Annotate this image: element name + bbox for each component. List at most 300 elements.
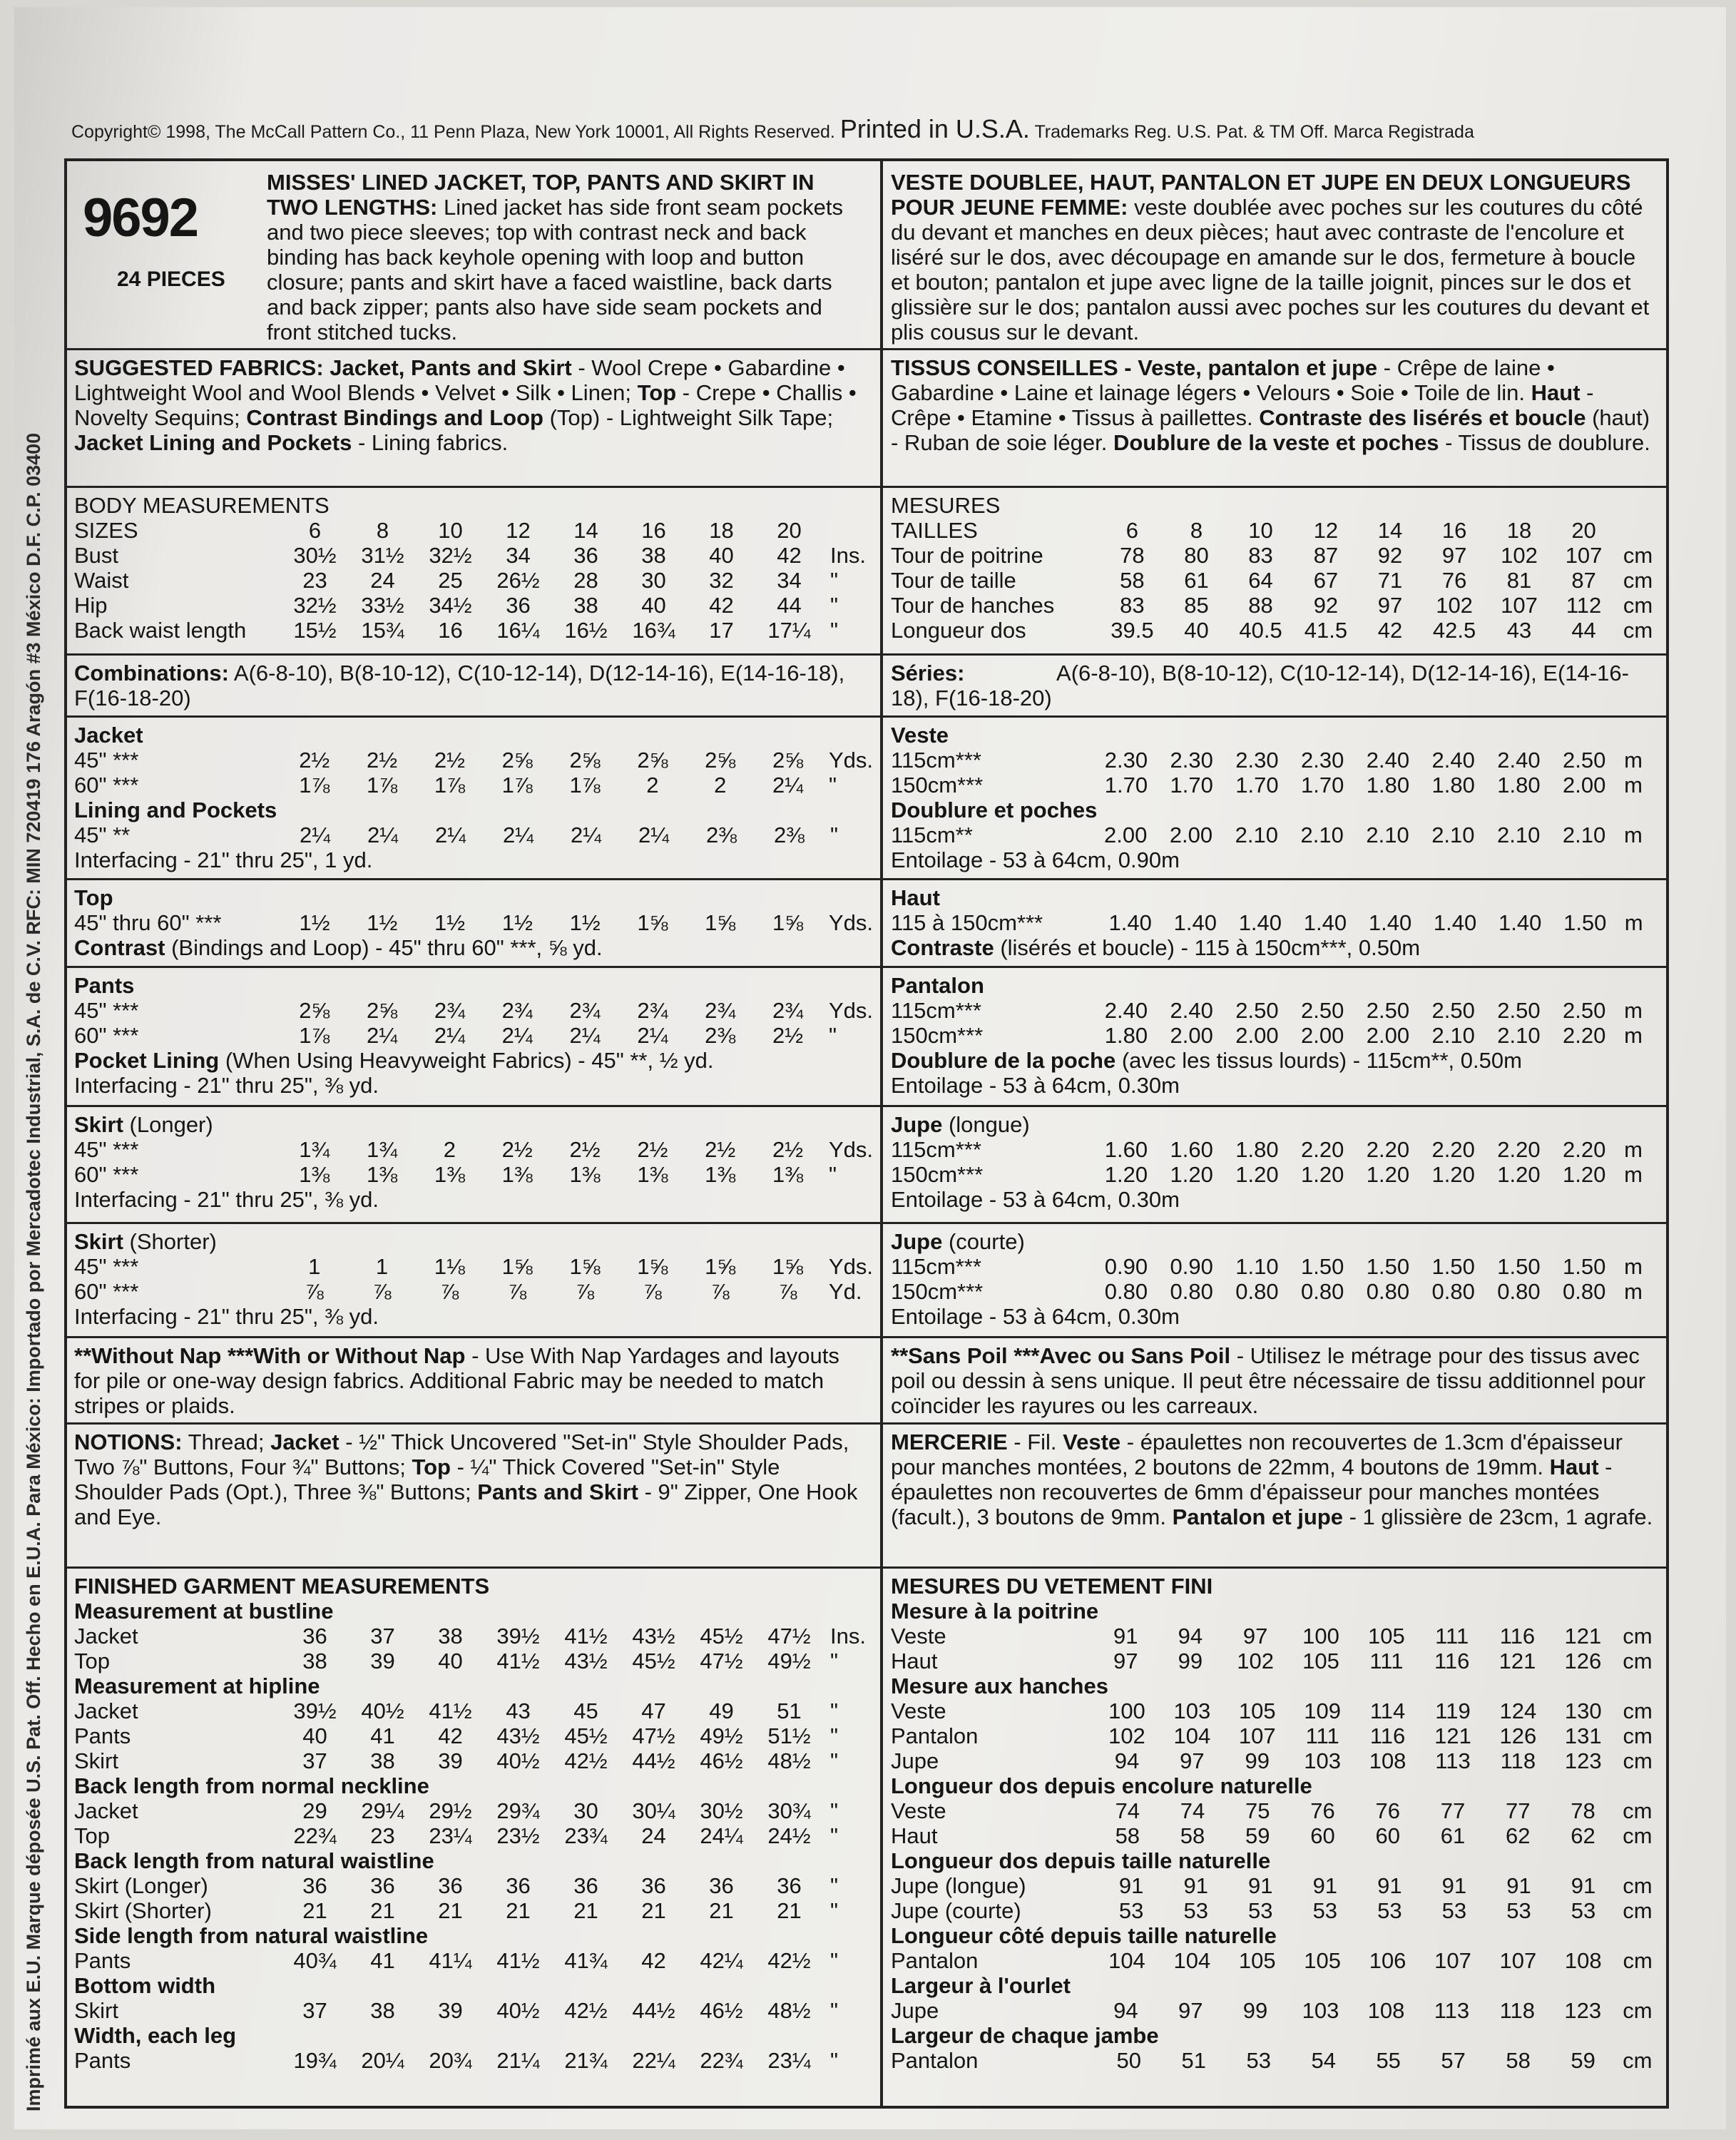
value-cell: 15¾ (361, 618, 404, 643)
unit-cell: cm (1623, 1898, 1653, 1923)
value-cell: 97 (1113, 1649, 1138, 1673)
row-label: Haut (891, 1649, 938, 1673)
value-cell: 21 (438, 1898, 463, 1923)
unit-cell: " (830, 1748, 839, 1773)
value-cell: 1.20 (1235, 1162, 1279, 1187)
value-cell: 23 (370, 1823, 395, 1848)
value-cell: 2.10 (1497, 1023, 1541, 1048)
jacket-interfacing: Interfacing - 21" thru 25", 1 yd. (74, 847, 373, 872)
value-cell: 17¼ (767, 618, 811, 643)
value-cell: 1⅞ (299, 773, 330, 798)
value-cell: 20¼ (361, 2048, 404, 2073)
value-cell: 0.90 (1104, 1254, 1148, 1279)
unit-cell: m (1624, 1254, 1643, 1279)
value-cell: 1½ (434, 910, 466, 935)
row-label: Jacket (74, 1798, 138, 1823)
value-cell: 2½ (434, 748, 465, 773)
value-cell: 16 (1441, 518, 1467, 543)
notions-text-fr: - Fil. (1007, 1430, 1063, 1454)
value-cell: 100 (1302, 1624, 1339, 1649)
value-cell: 36 (573, 543, 598, 568)
value-cell: 2.10 (1562, 822, 1606, 847)
unit-cell: " (830, 1873, 839, 1898)
value-cell: 1.50 (1563, 910, 1607, 935)
unit-cell: m (1624, 773, 1643, 798)
value-cell: 38 (641, 543, 666, 568)
value-cell: 2¾ (705, 998, 736, 1023)
pants-pocket-text: (When Using Heavyweight Fabrics) - 45" **, ½ yd. (219, 1048, 714, 1073)
value-cell: 2.10 (1300, 822, 1344, 847)
value-cell: 1.80 (1235, 1137, 1279, 1162)
value-cell: 76 (1310, 1798, 1335, 1823)
value-cell: 67 (1313, 568, 1339, 593)
value-cell: 74 (1115, 1798, 1140, 1823)
value-cell: 32½ (429, 543, 472, 568)
combinations-label-fr: Séries: (891, 661, 965, 686)
row-label: Back waist length (74, 618, 247, 643)
finished-groups-french (891, 1599, 1665, 2073)
trademark-text: Trademarks Reg. U.S. Pat. & TM Off. Marca Registrada (1034, 122, 1474, 142)
value-cell: ⅞ (440, 1279, 459, 1304)
unit-cell (823, 518, 873, 543)
value-cell: 116 (1369, 1723, 1406, 1748)
value-cell: 64 (1248, 568, 1273, 593)
value-cell: 99 (1245, 1748, 1270, 1773)
value-cell: 2½ (299, 748, 330, 773)
table-row (74, 1279, 873, 1304)
unit-cell: cm (1623, 1798, 1653, 1823)
value-cell: 58 (1115, 1823, 1140, 1848)
row-label: Pants (74, 1723, 131, 1748)
unit-cell: cm (1623, 618, 1653, 643)
value-cell: 36 (302, 1624, 327, 1649)
value-cell: 42 (709, 593, 734, 618)
skirt-longer-table-fr (891, 1137, 1665, 1187)
value-cell: 34 (506, 543, 531, 568)
value-cell: 116 (1499, 1624, 1536, 1649)
table-row (74, 1798, 873, 1823)
top-contrast-label: Contrast (74, 935, 165, 960)
value-cell: 91 (1118, 1873, 1144, 1898)
notions-veste-fr: Veste (1063, 1430, 1121, 1454)
value-cell: 53 (1312, 1898, 1338, 1923)
value-cell: 42½ (767, 1948, 811, 1973)
value-cell: 39.5 (1110, 618, 1154, 643)
value-cell: 105 (1302, 1649, 1339, 1673)
value-cell: 24½ (767, 1823, 811, 1848)
value-cell: 123 (1564, 1998, 1602, 2023)
value-cell: 2¼ (434, 1023, 465, 1048)
unit-cell: Yds. (828, 748, 873, 773)
value-cell: 2.50 (1366, 998, 1410, 1023)
value-cell: 118 (1500, 1748, 1536, 1773)
value-cell: 106 (1369, 1948, 1406, 1973)
fabrics-lining-text: - Lining fabrics. (352, 430, 509, 455)
value-cell: 1⅜ (637, 1162, 668, 1187)
value-cell: 0.80 (1170, 1279, 1213, 1304)
table-row (891, 748, 1665, 773)
value-cell: 1.80 (1431, 773, 1475, 798)
row-label: 150cm*** (891, 1023, 984, 1048)
notions-pants-fr: Pantalon et jupe (1172, 1504, 1343, 1529)
value-cell: 2.20 (1431, 1137, 1475, 1162)
value-cell: 130 (1564, 1698, 1602, 1723)
nap-text: - Use With Nap Yardages and layouts for pile or one-way design fabrics. Additional Fabric may be needed to match stripes or plaids. (74, 1343, 839, 1418)
unit-cell: Yds. (828, 910, 873, 935)
value-cell: 47½ (767, 1624, 811, 1649)
value-cell: 44 (1571, 618, 1596, 643)
value-cell: 2¾ (501, 998, 533, 1023)
value-cell: ⅞ (576, 1279, 594, 1304)
value-cell: 2.10 (1497, 822, 1541, 847)
value-cell: 1.50 (1301, 1254, 1344, 1279)
value-cell: 2.00 (1170, 1023, 1213, 1048)
table-row (891, 1723, 1665, 1748)
jacket-title: Jacket (74, 723, 143, 748)
value-cell: 2¼ (638, 822, 670, 847)
value-cell: 37 (302, 1748, 327, 1773)
unit-cell: " (830, 568, 839, 593)
value-cell: 91 (1441, 1873, 1467, 1898)
value-cell: 34 (777, 568, 802, 593)
value-cell: 126 (1499, 1723, 1537, 1748)
value-cell: 20¾ (429, 2048, 472, 2073)
value-cell: 87 (1571, 568, 1596, 593)
value-cell: 23¾ (564, 1823, 608, 1848)
value-cell: 1⅝ (705, 1254, 736, 1279)
pants-yardage-french (891, 973, 1665, 1098)
value-cell: 102 (1237, 1649, 1274, 1673)
value-cell: 36 (506, 1873, 531, 1898)
value-cell: 1⅜ (772, 1162, 804, 1187)
value-cell: 41 (370, 1723, 395, 1748)
group-table (891, 1798, 1665, 1848)
value-cell: 1.40 (1303, 910, 1347, 935)
jacket-table (74, 748, 873, 798)
table-row (74, 543, 873, 568)
value-cell: 1⅜ (501, 1162, 533, 1187)
row-label: Longueur dos (891, 618, 1026, 643)
value-cell: 10 (438, 518, 463, 543)
value-cell: 92 (1377, 543, 1403, 568)
value-cell: 91 (1183, 1873, 1208, 1898)
value-cell: 36 (302, 1873, 327, 1898)
row-label: Hip (74, 593, 108, 618)
value-cell: 2⅝ (569, 748, 601, 773)
skirt-longer-title-fr: Jupe (891, 1112, 943, 1137)
value-cell: ⅞ (508, 1279, 527, 1304)
notions-text-fr: - épaulettes non recouvertes de 1.3cm d'épaisseur pour manches montées, 2 boutons de 22mm, 4 boutons de 19mm. (891, 1430, 1623, 1479)
table-row (74, 1624, 873, 1649)
value-cell: 2½ (637, 1137, 668, 1162)
value-cell: 1⅛ (434, 1254, 465, 1279)
value-cell: 107 (1565, 543, 1603, 568)
notions-english (74, 1430, 866, 1529)
value-cell: 61 (1440, 1823, 1466, 1848)
intro-title: MISSES' LINED JACKET, TOP, PANTS AND SKIRT IN TWO LENGTHS: (267, 170, 815, 220)
value-cell: 62 (1505, 1823, 1531, 1848)
value-cell: 102 (1108, 1723, 1145, 1748)
nap-text-fr: - Utilisez le métrage pour des tissus avec poil ou dessin à sens unique. Il peut être nécessaire de tissu additionnel pour coïncider les rayures ou les carreaux. (891, 1343, 1646, 1418)
value-cell: 12 (1313, 518, 1339, 543)
pants-yardage-english (74, 973, 873, 1098)
value-cell: 123 (1564, 1748, 1602, 1773)
value-cell: 1 (308, 1254, 321, 1279)
pants-pocket-text-fr: (avec les tissus lourds) - 115cm**, 0.50m (1115, 1048, 1522, 1073)
value-cell: 1⅞ (434, 773, 465, 798)
value-cell: 2¼ (637, 1023, 668, 1048)
pants-interfacing-fr: Entoilage - 53 à 64cm, 0.30m (891, 1073, 1180, 1098)
value-cell: 40¾ (293, 1948, 337, 1973)
value-cell: 40 (1184, 618, 1209, 643)
value-cell: 53 (1377, 1898, 1402, 1923)
value-cell: 2.40 (1104, 998, 1148, 1023)
unit-cell: cm (1623, 568, 1653, 593)
unit-cell: Ins. (830, 1624, 866, 1649)
value-cell: 42 (1377, 618, 1403, 643)
group-heading: Width, each leg (74, 2023, 237, 2048)
value-cell: 116 (1434, 1649, 1470, 1673)
value-cell: 29½ (429, 1798, 472, 1823)
row-label: 150cm*** (891, 773, 984, 798)
unit-cell (1616, 518, 1665, 543)
value-cell: 40½ (496, 1748, 540, 1773)
value-cell: 37 (370, 1624, 395, 1649)
value-cell: 97 (1242, 1624, 1268, 1649)
row-label: 115cm*** (891, 998, 981, 1023)
body-measurements-french (891, 493, 1665, 643)
notions-text: - ¼" Thick Covered "Set-in" Style Shoulder Pads (Opt.), Three ⅜" Buttons; (74, 1454, 780, 1504)
value-cell: 91 (1571, 1873, 1596, 1898)
table-row (891, 518, 1665, 543)
value-cell: 112 (1566, 593, 1602, 618)
value-cell: 2¾ (569, 998, 601, 1023)
table-row (891, 2048, 1665, 2073)
row-label: Pantalon (891, 1723, 979, 1748)
value-cell: 2¾ (772, 998, 804, 1023)
value-cell: 21 (302, 1898, 327, 1923)
value-cell: 88 (1248, 593, 1273, 618)
combinations-french (891, 661, 1658, 710)
lining-title: Lining and Pockets (74, 798, 277, 822)
value-cell: 58 (1506, 2048, 1531, 2073)
value-cell: 1⅞ (367, 773, 398, 798)
value-cell: 23½ (496, 1823, 540, 1848)
value-cell: 2.10 (1431, 1023, 1475, 1048)
value-cell: 12 (506, 518, 531, 543)
value-cell: 1½ (569, 910, 601, 935)
finished-groups-english (74, 1599, 873, 2073)
value-cell: 23¼ (767, 2048, 811, 2073)
fabrics-label-fr: TISSUS CONSEILLES (891, 355, 1118, 380)
value-cell: 1.50 (1366, 1254, 1410, 1279)
table-row (74, 910, 873, 935)
value-cell: 14 (573, 518, 598, 543)
value-cell: 61 (1184, 568, 1209, 593)
table-row (891, 1748, 1665, 1773)
row-label: Waist (74, 568, 129, 593)
table-row (891, 910, 1665, 935)
skirt-longer-sub: (Longer) (123, 1112, 213, 1137)
value-cell: 2.50 (1301, 998, 1344, 1023)
table-row (74, 1998, 873, 2023)
top-title-fr: Haut (891, 885, 940, 910)
value-cell: 47 (641, 1698, 666, 1723)
value-cell: 1⅝ (772, 1254, 804, 1279)
value-cell: 1.20 (1170, 1162, 1213, 1187)
group-table (74, 1698, 873, 1773)
finished-measurements-french (891, 1574, 1665, 2073)
value-cell: 43 (506, 1698, 531, 1723)
combinations-text-fr: A(6-8-10), B(8-10-12), C(10-12-14), D(12-14-16), E(14-16-18), F(16-18-20) (891, 661, 1629, 710)
skirt-shorter-title: Skirt (74, 1229, 123, 1254)
value-cell: 1.70 (1170, 773, 1213, 798)
value-cell: 78 (1571, 1798, 1595, 1823)
value-cell: 1⅝ (501, 1254, 533, 1279)
top-yardage-french (891, 885, 1665, 960)
top-contrast-text: (Bindings and Loop) - 45" thru 60" ***, ⅝ yd. (165, 935, 603, 960)
value-cell: 28 (573, 568, 598, 593)
row-label: Pantalon (891, 2048, 979, 2073)
value-cell: 0.80 (1497, 1279, 1541, 1304)
value-cell: 41 (370, 1948, 395, 1973)
value-cell: 2.50 (1563, 748, 1606, 773)
value-cell: 31½ (361, 543, 404, 568)
value-cell: 1⅞ (299, 1023, 330, 1048)
row-label: 45" *** (74, 998, 139, 1023)
value-cell: 39½ (293, 1698, 337, 1723)
intro-text: Lined jacket has side front seam pockets and two piece sleeves; top with contrast neck and back binding has back keyhole opening with loop and button closure; pants and skirt have a faced waistline, back darts and back zipper; pants also have side seam pockets and front stitched tucks. (267, 195, 844, 345)
value-cell: 2¼ (570, 822, 602, 847)
value-cell: 2½ (501, 1137, 533, 1162)
table-row (74, 1723, 873, 1748)
unit-cell: cm (1623, 1624, 1653, 1649)
fabrics-label: SUGGESTED FABRICS: (74, 355, 324, 380)
value-cell: ⅞ (643, 1279, 662, 1304)
value-cell: 54 (1311, 2048, 1336, 2073)
value-cell: 1⅜ (569, 1162, 601, 1187)
table-row (891, 543, 1665, 568)
notions-haut-fr: Haut (1549, 1454, 1599, 1479)
body-measurements-table (74, 518, 873, 643)
row-label: 115cm** (891, 822, 973, 847)
value-cell: 1.20 (1431, 1162, 1475, 1187)
finished-title: FINISHED GARMENT MEASUREMENTS (74, 1574, 490, 1599)
value-cell: 2⅝ (501, 748, 533, 773)
value-cell: 85 (1184, 593, 1209, 618)
unit-cell: Yds. (828, 998, 873, 1023)
value-cell: 16 (438, 618, 463, 643)
value-cell: ⅞ (778, 1279, 797, 1304)
body-measurements-english (74, 493, 873, 643)
row-label: Top (74, 1649, 110, 1673)
value-cell: 2.30 (1104, 748, 1148, 773)
unit-cell: m (1624, 1137, 1643, 1162)
value-cell: 2⅝ (705, 748, 736, 773)
table-row (891, 593, 1665, 618)
value-cell: 21¾ (564, 2048, 608, 2073)
group-heading: Mesure aux hanches (891, 1673, 1108, 1698)
value-cell: 30¾ (767, 1798, 811, 1823)
body-measurements-table-fr (891, 518, 1665, 643)
value-cell: 36 (573, 1873, 598, 1898)
english-column (74, 161, 873, 2106)
group-heading: Back length from natural waistline (74, 1848, 434, 1873)
value-cell: 2¾ (434, 998, 465, 1023)
value-cell: 40½ (496, 1998, 540, 2023)
value-cell: 97 (1180, 1748, 1205, 1773)
value-cell: 53 (1248, 1898, 1273, 1923)
value-cell: 1.10 (1235, 1254, 1279, 1279)
value-cell: 41½ (564, 1624, 608, 1649)
value-cell: 22¾ (700, 2048, 743, 2073)
value-cell: 1.40 (1433, 910, 1477, 935)
value-cell: 29 (302, 1798, 327, 1823)
value-cell: 45½ (700, 1624, 743, 1649)
value-cell: 39½ (496, 1624, 540, 1649)
unit-cell: " (830, 2048, 839, 2073)
row-label: Tour de taille (891, 568, 1016, 593)
value-cell: 6 (1125, 518, 1139, 543)
value-cell: 1.80 (1366, 773, 1410, 798)
table-row (891, 1798, 1665, 1823)
value-cell: 24 (370, 568, 395, 593)
skirt-shorter-interfacing-fr: Entoilage - 53 à 64cm, 0.30m (891, 1304, 1180, 1329)
value-cell: 16 (641, 518, 666, 543)
fabrics-vpj-fr: - Veste, pantalon et jupe (1118, 355, 1378, 380)
value-cell: 2.20 (1497, 1137, 1541, 1162)
group-table (891, 2048, 1665, 2073)
unit-cell: cm (1623, 1998, 1653, 2023)
group-table (74, 1998, 873, 2023)
table-row (74, 1649, 873, 1673)
unit-cell: cm (1623, 543, 1653, 568)
value-cell: 43½ (632, 1624, 675, 1649)
value-cell: 97 (1441, 543, 1467, 568)
row-label: TAILLES (891, 518, 978, 543)
skirt-shorter-interfacing: Interfacing - 21" thru 25", ⅜ yd. (74, 1304, 379, 1329)
value-cell: 2 (443, 1137, 456, 1162)
value-cell: 36 (777, 1873, 802, 1898)
unit-cell: m (1624, 1279, 1643, 1304)
value-cell: 59 (1245, 1823, 1270, 1848)
row-label: 115cm*** (891, 748, 981, 773)
group-heading: Side length from natural waistline (74, 1923, 429, 1948)
table-row (74, 773, 873, 798)
value-cell: 77 (1440, 1798, 1466, 1823)
fabrics-contrast: Contrast Bindings and Loop (246, 405, 543, 430)
value-cell: 24¼ (700, 1823, 743, 1848)
value-cell: 2.30 (1235, 748, 1279, 773)
value-cell: 49 (709, 1698, 734, 1723)
combinations-label: Combinations: (74, 661, 229, 686)
value-cell: 21 (573, 1898, 598, 1923)
pants-interfacing: Interfacing - 21" thru 25", ⅜ yd. (74, 1073, 379, 1098)
table-row (891, 1254, 1665, 1279)
row-label: 45" thru 60" *** (74, 910, 222, 935)
row-label: Pants (74, 2048, 131, 2073)
value-cell: 57 (1441, 2048, 1466, 2073)
value-cell: 107 (1499, 1948, 1537, 1973)
value-cell: 97 (1377, 593, 1403, 618)
value-cell: 1⅝ (637, 1254, 668, 1279)
value-cell: 1.50 (1563, 1254, 1606, 1279)
body-measurements-title-fr: MESURES (891, 493, 1001, 518)
unit-cell: " (830, 1898, 839, 1923)
jacket-table-fr (891, 748, 1665, 798)
unit-cell: Yd. (828, 1279, 862, 1304)
unit-cell: Ins. (830, 543, 866, 568)
